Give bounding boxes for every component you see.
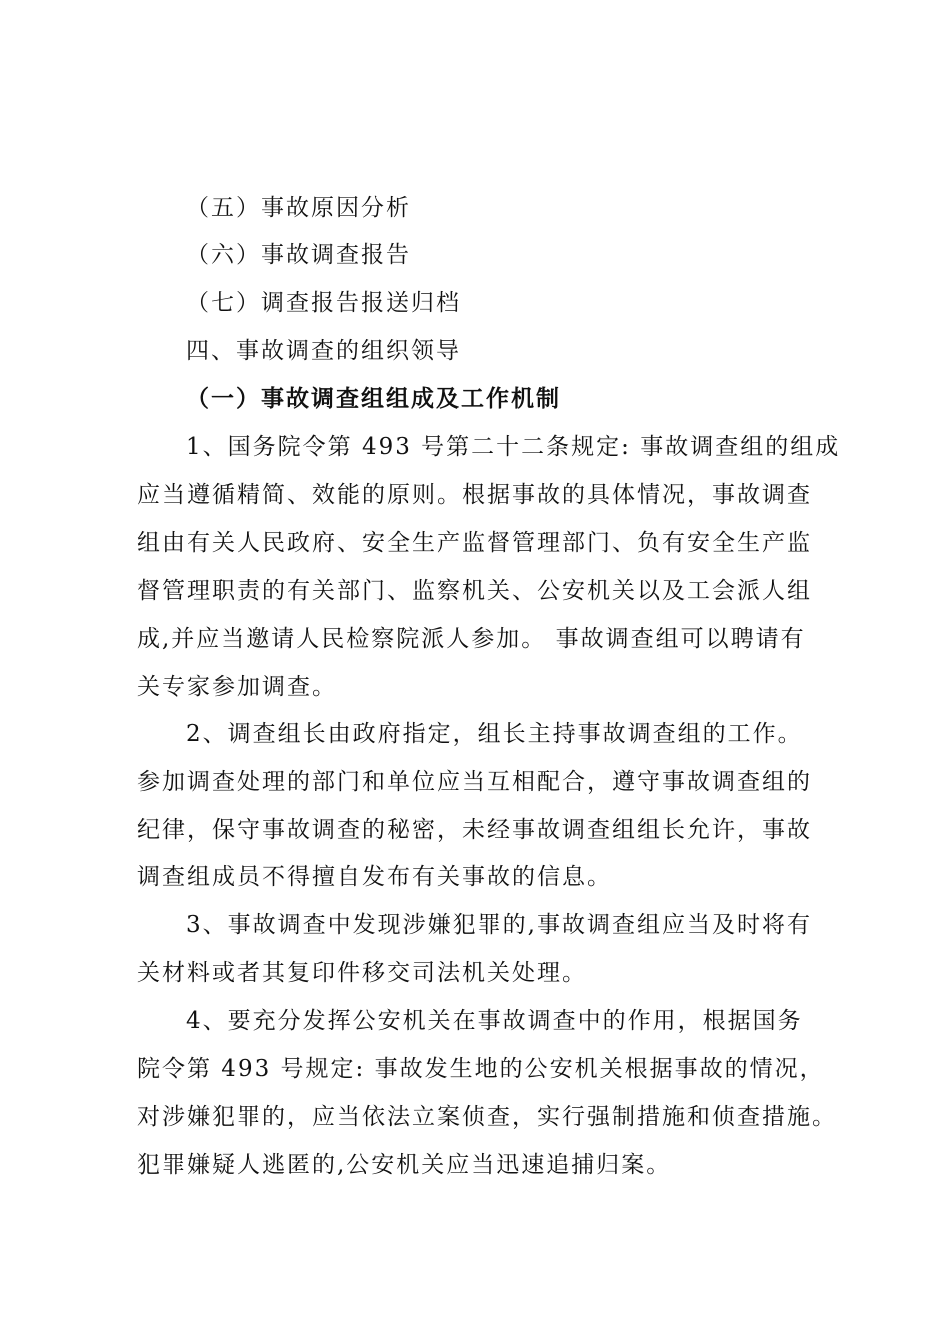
section-title-4: 四、事故调查的组织领导 xyxy=(186,338,461,364)
outline-item-5: （五）事故原因分析 xyxy=(186,195,411,221)
paragraph-4-line-4: 犯罪嫌疑人逃匿的,公安机关应当迅速追捕归案。 xyxy=(137,1152,672,1178)
paragraph-4-line-3: 对涉嫌犯罪的，应当依法立案侦查，实行强制措施和侦查措施。 xyxy=(137,1104,837,1130)
paragraph-1-line-5: 成,并应当邀请人民检察院派人参加。 事故调查组可以聘请有 xyxy=(137,626,806,652)
paragraph-1-line-6: 关专家参加调查。 xyxy=(137,674,337,700)
paragraph-2-line-2: 参加调查处理的部门和单位应当互相配合，遵守事故调查组的 xyxy=(137,769,812,795)
paragraph-3-line-2: 关材料或者其复印件移交司法机关处理。 xyxy=(137,960,587,986)
outline-item-6: （六）事故调查报告 xyxy=(186,242,411,268)
paragraph-1-line-3: 组由有关人民政府、安全生产监督管理部门、负有安全生产监 xyxy=(137,530,812,556)
paragraph-3-line-1: 3、事故调查中发现涉嫌犯罪的,事故调查组应当及时将有 xyxy=(186,912,812,938)
paragraph-1-line-1: 1、国务院令第 493 号第二十二条规定: 事故调查组的组成 xyxy=(186,434,841,460)
paragraph-4-line-2: 院令第 493 号规定: 事故发生地的公安机关根据事故的情况， xyxy=(137,1056,825,1082)
paragraph-1-line-4: 督管理职责的有关部门、监察机关、公安机关以及工会派人组 xyxy=(137,578,812,604)
paragraph-1-line-2: 应当遵循精简、效能的原则。根据事故的具体情况，事故调查 xyxy=(137,482,812,508)
outline-item-7: （七）调查报告报送归档 xyxy=(186,290,461,316)
paragraph-2-line-3: 纪律，保守事故调查的秘密，未经事故调查组组长允许，事故 xyxy=(137,817,812,843)
paragraph-4-line-1: 4、要充分发挥公安机关在事故调查中的作用，根据国务 xyxy=(186,1008,803,1034)
section-heading: （一）事故调查组组成及工作机制 xyxy=(186,386,561,412)
paragraph-2-line-1: 2、调查组长由政府指定，组长主持事故调查组的工作。 xyxy=(186,721,803,747)
paragraph-2-line-4: 调查组成员不得擅自发布有关事故的信息。 xyxy=(137,864,612,890)
